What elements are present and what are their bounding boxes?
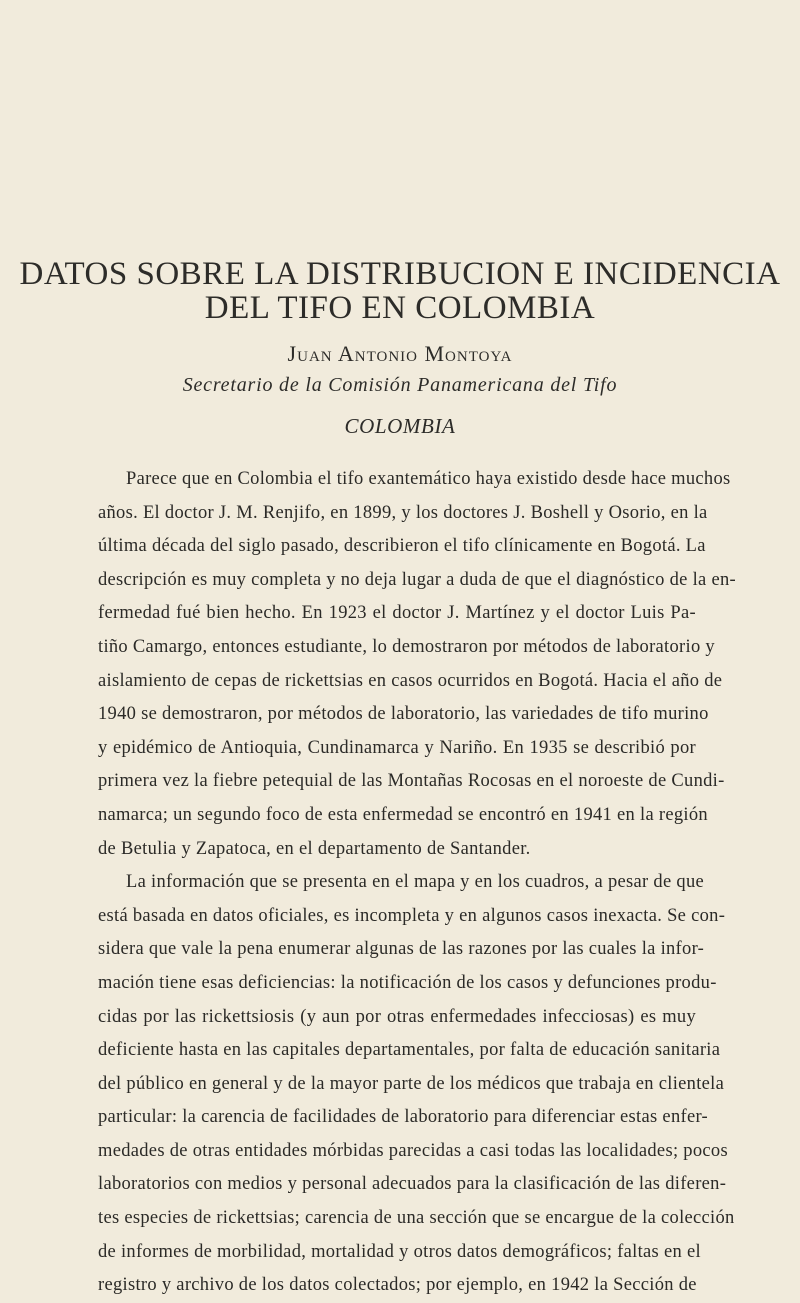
text-line: 1940 se demostraron, por métodos de laboratorio, las variedades de tifo murino <box>98 704 709 725</box>
text-line: registro y archivo de los datos colectados; por ejemplo, en 1942 la Sección de <box>98 1275 697 1296</box>
text-line: particular: la carencia de facilidades de laboratorio para diferenciar estas enfer- <box>98 1107 709 1128</box>
text-line: cidas por las rickettsiosis (y aun por otras enfermedades infecciosas) es muy <box>98 1006 696 1027</box>
text-line: mación tiene esas deficiencias: la notificación de los casos y defunciones produ- <box>98 972 717 993</box>
text-line: y epidémico de Antioquia, Cundinamarca y Nariño. En 1935 se describió por <box>98 737 696 758</box>
article-title-line-1: DATOS SOBRE LA DISTRIBUCION E INCIDENCIA <box>19 256 781 292</box>
text-line: tiño Camargo, entonces estudiante, lo demostraron por métodos de laboratorio y <box>98 636 715 657</box>
text-line: deficiente hasta en las capitales departamentales, por falta de educación sanitaria <box>98 1040 721 1061</box>
text-line: namarca; un segundo foco de esta enfermedad se encontró en 1941 en la región <box>98 804 708 825</box>
text-line: tes especies de rickettsias; carencia de una sección que se encargue de la colección <box>98 1208 735 1229</box>
text-line: laboratorios con medios y personal adecuados para la clasificación de las diferen- <box>98 1174 727 1195</box>
text-line: está basada en datos oficiales, es incompleta y en algunos casos inexacta. Se con- <box>98 905 726 926</box>
text-line: de Betulia y Zapatoca, en el departamento de Santander. <box>98 838 531 859</box>
text-line: de informes de morbilidad, mortalidad y otros datos demográficos; faltas en el <box>98 1241 701 1262</box>
text-line: medades de otras entidades mórbidas parecidas a casi todas las localidades; pocos <box>98 1140 728 1161</box>
text-line: primera vez la fiebre petequial de las Montañas Rocosas en el noroeste de Cundi- <box>98 771 725 792</box>
text-line: última década del siglo pasado, describieron el tifo clínicamente en Bogotá. La <box>98 536 706 557</box>
text-line: del público en general y de la mayor parte de los médicos que trabaja en clientela <box>98 1073 725 1094</box>
author-name: Juan Antonio Montoya <box>287 341 513 366</box>
text-line: años. El doctor J. M. Renjifo, en 1899, y los doctores J. Boshell y Osorio, en la <box>98 502 708 523</box>
text-line: La información que se presenta en el mapa y en los cuadros, a pesar de que <box>126 872 705 893</box>
paragraph-2 <box>98 866 735 1303</box>
paragraph-1 <box>98 463 736 866</box>
text-line: sidera que vale la pena enumerar algunas de las razones por las cuales la infor- <box>98 939 705 960</box>
author-role: Secretario de la Comisión Panamericana del Tifo <box>182 374 618 396</box>
text-line: descripción es muy completa y no deja lugar a duda de que el diagnóstico de la en- <box>98 569 736 590</box>
text-line: aislamiento de cepas de rickettsias en casos ocurridos en Bogotá. Hacia el año de <box>98 670 723 691</box>
text-line: Parece que en Colombia el tifo exantemático haya existido desde hace muchos <box>126 469 731 489</box>
article-title-line-2: DEL TIFO EN COLOMBIA <box>204 290 596 326</box>
article-body <box>98 463 736 1303</box>
text-line: fermedad fué bien hecho. En 1923 el doctor J. Martínez y el doctor Luis Pa- <box>98 603 696 624</box>
country-heading: COLOMBIA <box>344 414 456 438</box>
